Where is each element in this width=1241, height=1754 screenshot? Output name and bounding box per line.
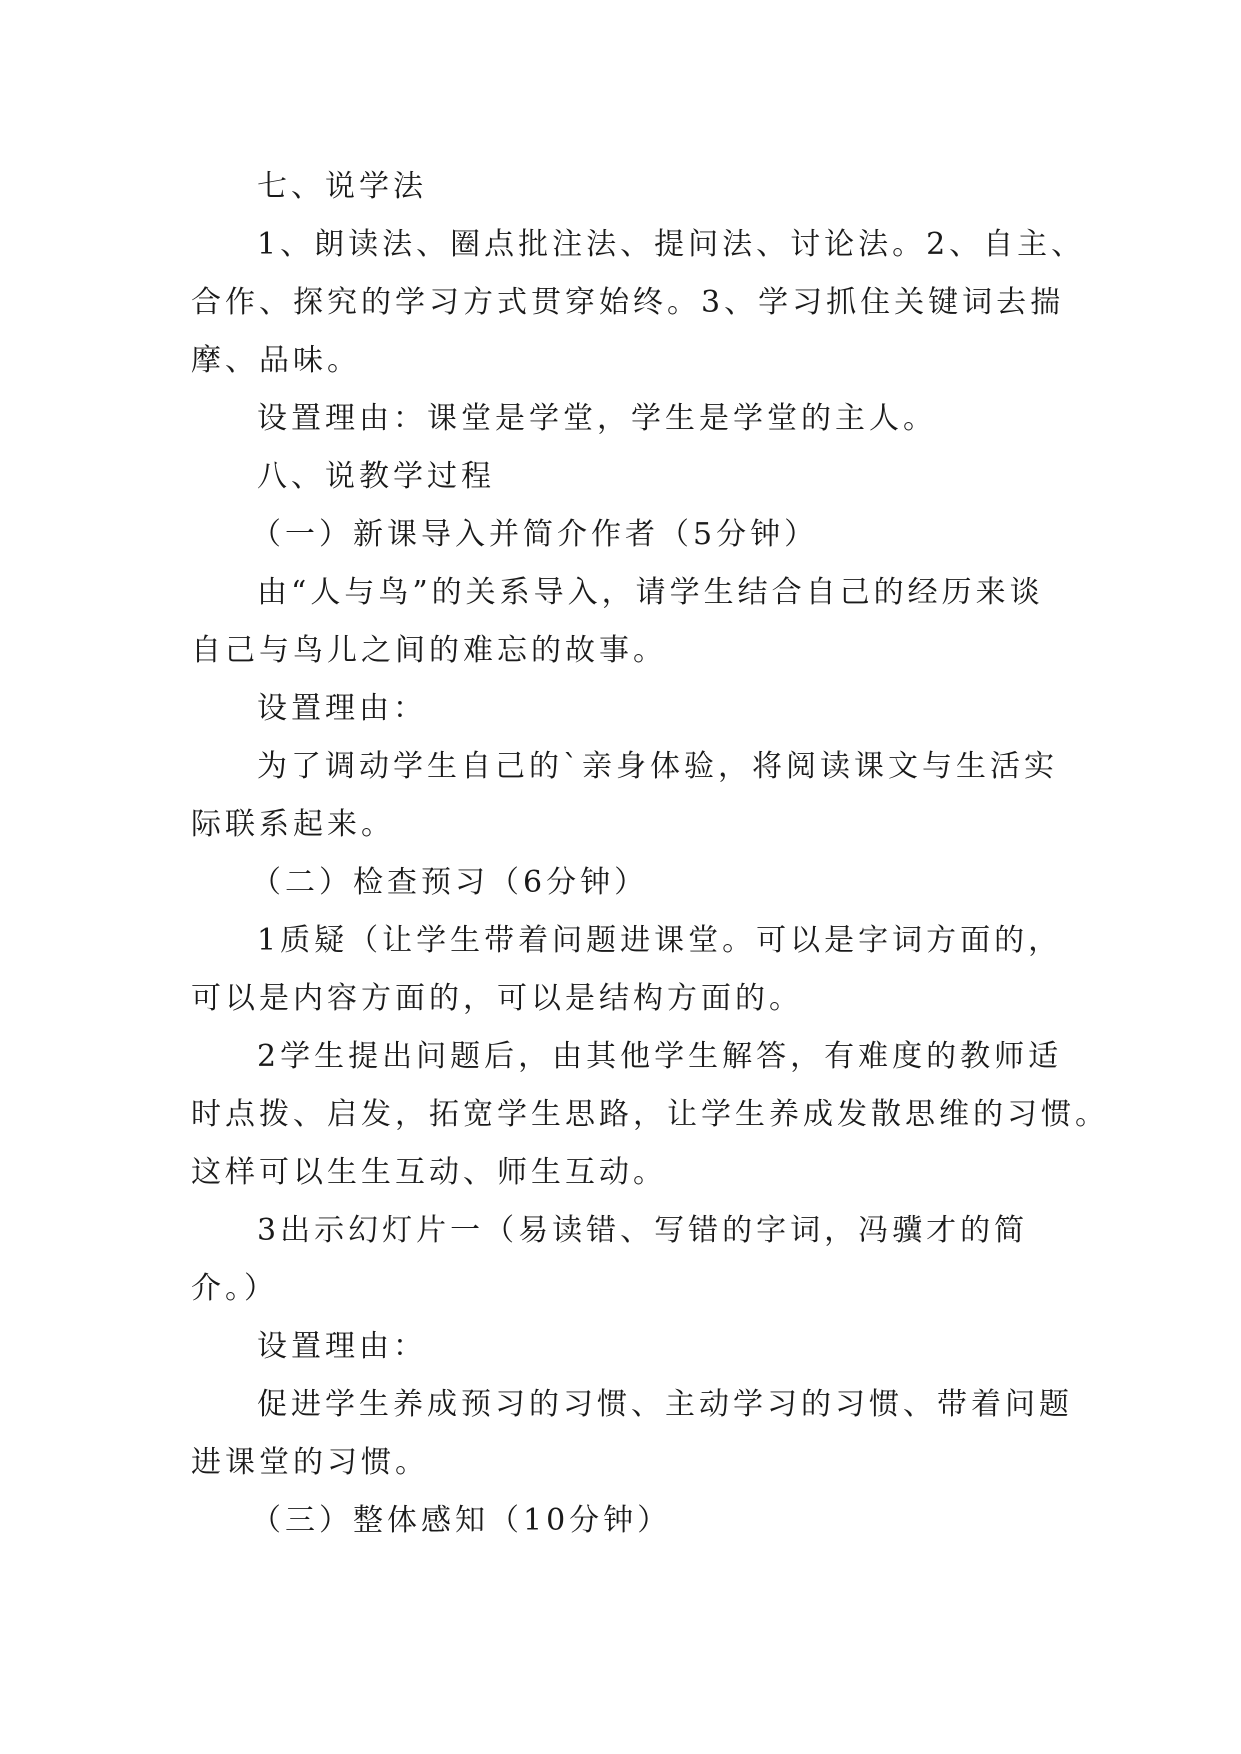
document-body xyxy=(191,158,1109,1550)
subsection-heading: （一）新课导入并简介作者（5分钟） xyxy=(251,517,819,552)
paragraph-line: 自己与鸟儿之间的难忘的故事。 xyxy=(191,633,667,668)
paragraph-line: 介。） xyxy=(191,1271,278,1306)
paragraph-line: 为了调动学生自己的`亲身体验，将阅读课文与生活实 xyxy=(257,749,1058,784)
paragraph-line: 可以是内容方面的，可以是结构方面的。 xyxy=(191,981,803,1016)
paragraph-line: 摩、品味。 xyxy=(191,343,361,378)
paragraph-line: 这样可以生生互动、师生互动。 xyxy=(191,1155,667,1190)
paragraph-line: 设置理由： xyxy=(257,1329,427,1364)
section-heading: 七、说学法 xyxy=(257,169,427,204)
paragraph-line: 际联系起来。 xyxy=(191,807,395,842)
paragraph-line: 设置理由： xyxy=(257,691,427,726)
paragraph-line: 时点拨、启发，拓宽学生思路，让学生养成发散思维的习惯。 xyxy=(191,1097,1109,1132)
paragraph-line: 合作、探究的学习方式贯穿始终。3、学习抓住关键词去揣 xyxy=(191,285,1065,320)
paragraph-line: 1质疑（让学生带着问题进课堂。可以是字词方面的， xyxy=(257,923,1063,958)
paragraph-line: 设置理由：课堂是学堂，学生是学堂的主人。 xyxy=(257,401,937,436)
subsection-heading: （二）检查预习（6分钟） xyxy=(251,865,649,900)
section-heading: 八、说教学过程 xyxy=(257,459,495,494)
paragraph-line: 3出示幻灯片一（易读错、写错的字词，冯骥才的简 xyxy=(257,1213,1029,1248)
paragraph-line: 促进学生养成预习的习惯、主动学习的习惯、带着问题 xyxy=(257,1387,1073,1422)
paragraph-line: 进课堂的习惯。 xyxy=(191,1445,429,1480)
subsection-heading: （三）整体感知（10分钟） xyxy=(251,1503,672,1538)
paragraph-line: 由“人与鸟”的关系导入，请学生结合自己的经历来谈 xyxy=(257,575,1044,610)
paragraph-line: 1、朗读法、圈点批注法、提问法、讨论法。2、自主、 xyxy=(257,227,1086,262)
paragraph-line: 2学生提出问题后，由其他学生解答，有难度的教师适 xyxy=(257,1039,1063,1074)
